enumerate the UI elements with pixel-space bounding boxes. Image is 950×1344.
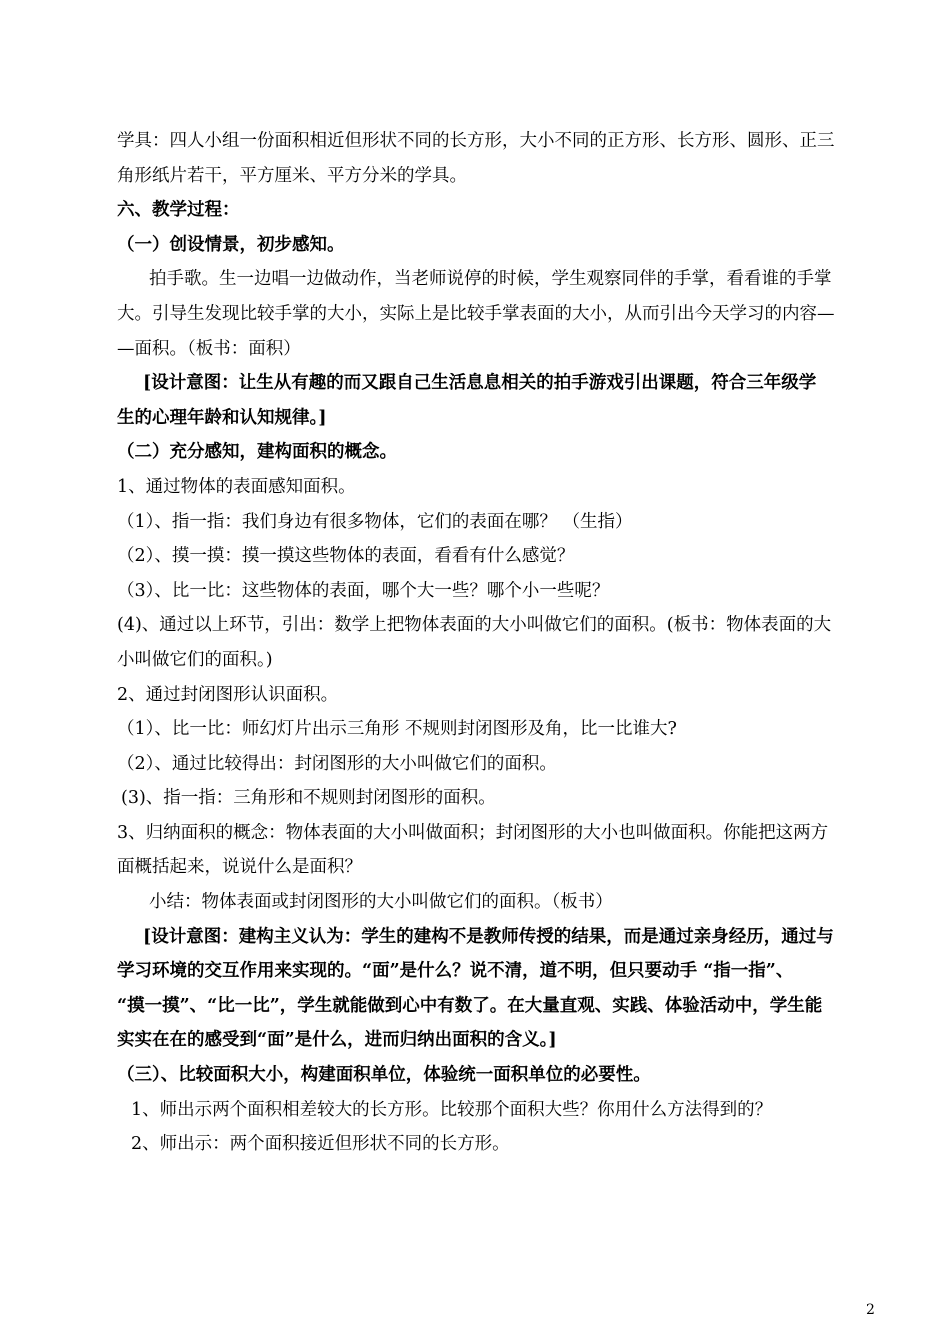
- text-line: 学具：四人小组一份面积相近但形状不同的长方形，大小不同的正方形、长方形、圆形、正三: [117, 131, 835, 151]
- text-line: —面积。（板书：面积）: [117, 338, 301, 359]
- text-line: （1）、比一比：师幻灯片出示三角形 不规则封闭图形及角，比一比谁大?: [117, 719, 677, 740]
- design-intent-note: 实实在在的感受到“面”是什么，进而归纳出面积的含义。]: [117, 1030, 557, 1051]
- text-line: 1、师出示两个面积相差较大的长方形。比较那个面积大些？你用什么方法得到的？: [131, 1099, 773, 1120]
- design-intent-note: [设计意图：让生从有趣的而又跟自己生活息息相关的拍手游戏引出课题，符合三年级学: [143, 373, 817, 394]
- design-intent-note: 学习环境的交互作用来实现的。“面”是什么？说不清，道不明，但只要动手 “指一指”、: [117, 961, 794, 982]
- document-body: [117, 124, 882, 1162]
- text-line: (3)、指一指：三角形和不规则封闭图形的面积。: [121, 788, 496, 809]
- text-line: (4)、通过以上环节，引出：数学上把物体表面的大小叫做它们的面积。(板书：物体表面的大: [117, 615, 832, 636]
- summary-line: 小结：物体表面或封闭图形的大小叫做它们的面积。（板书）: [149, 892, 613, 913]
- design-intent-note: 生的心理年龄和认知规律。]: [117, 407, 327, 428]
- text-line: 2、师出示：两个面积接近但形状不同的长方形。: [131, 1134, 510, 1155]
- page-number: 2: [866, 1302, 875, 1318]
- section-heading: 六、教学过程：: [117, 200, 240, 221]
- text-line: 1、通过物体的表面感知面积。: [117, 476, 356, 497]
- text-line: 面概括起来，说说什么是面积？: [117, 857, 362, 878]
- subsection-heading: （二）充分感知，建构面积的概念。: [117, 442, 397, 463]
- text-line: （1）、指一指：我们身边有很多物体，它们的表面在哪？ （生指）: [117, 511, 633, 532]
- text-line: 角形纸片若干，平方厘米、平方分米的学具。: [117, 165, 467, 186]
- text-line: （3）、比一比：这些物体的表面，哪个大一些？哪个小一些呢？: [117, 580, 610, 601]
- text-line: （2）、摸一摸：摸一摸这些物体的表面，看看有什么感觉？: [117, 546, 575, 567]
- text-line: （2）、通过比较得出：封闭图形的大小叫做它们的面积。: [117, 753, 557, 774]
- text-line: 小叫做它们的面积。): [117, 649, 273, 670]
- text-line: 拍手歌。生一边唱一边做动作，当老师说停的时候，学生观察同伴的手掌，看看谁的手掌: [149, 269, 832, 290]
- subsection-heading: （一）创设情景，初步感知。: [117, 234, 345, 255]
- text-line: 3、归纳面积的概念：物体表面的大小叫做面积；封闭图形的大小也叫做面积。你能把这两方: [117, 822, 829, 843]
- design-intent-note: [设计意图：建构主义认为：学生的建构不是教师传授的结果，而是通过亲身经历，通过与: [143, 926, 834, 947]
- text-line: 2、通过封闭图形认识面积。: [117, 684, 339, 705]
- subsection-heading: （三）、比较面积大小，构建面积单位，体验统一面积单位的必要性。: [117, 1065, 651, 1086]
- text-line: 大。引导生发现比较手掌的大小，实际上是比较手掌表面的大小，从而引出今天学习的内容—: [117, 303, 835, 324]
- design-intent-note: “摸一摸”、“比一比”，学生就能做到心中有数了。在大量直观、实践、体验活动中，学生能: [117, 995, 823, 1016]
